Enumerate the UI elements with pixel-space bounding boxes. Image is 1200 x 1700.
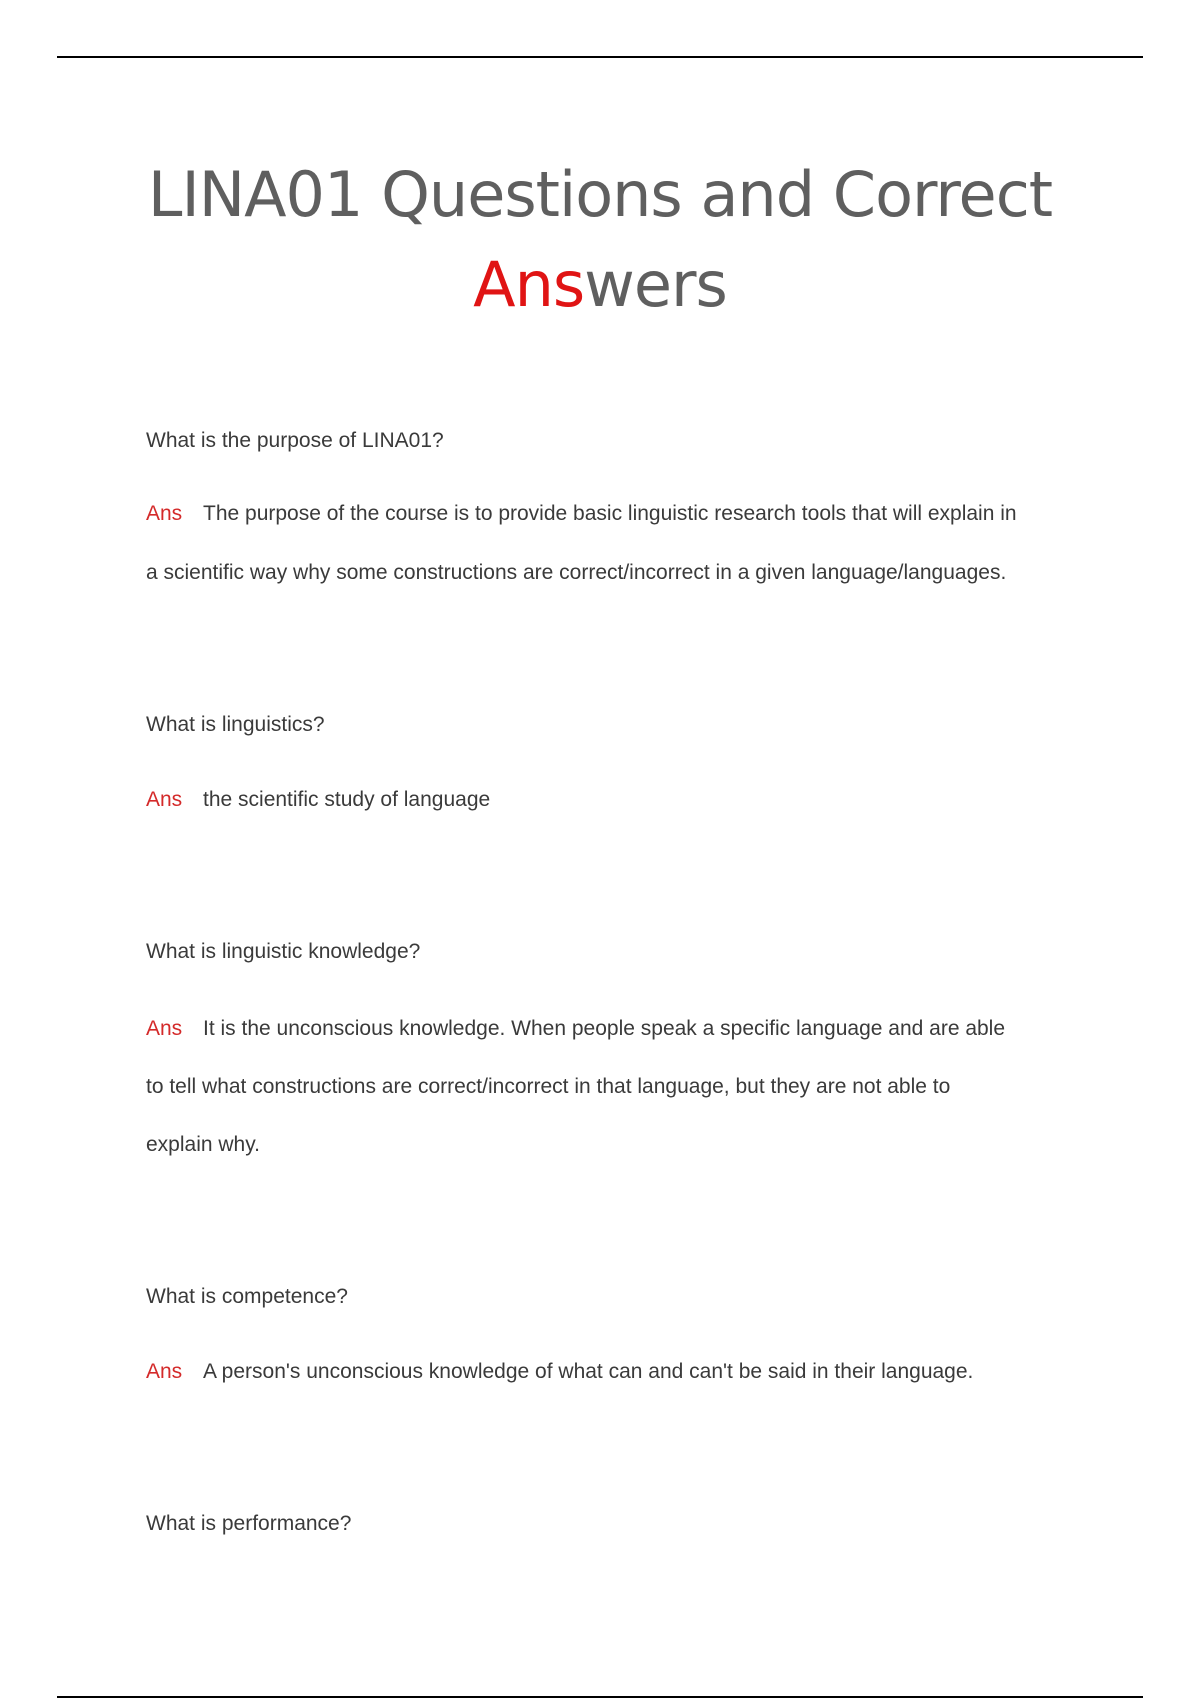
answer-text: The purpose of the course is to provide basic linguistic research tools that will explain in xyxy=(203,502,1017,525)
title-rest: wers xyxy=(584,248,727,321)
title-main: LINA01 Questions and Correct xyxy=(147,158,1053,231)
question-5: What is performance? xyxy=(146,1512,352,1535)
question-4: What is competence? xyxy=(146,1285,348,1308)
answer-label: Ans xyxy=(146,1017,183,1040)
title-accent: Ans xyxy=(473,248,585,321)
bottom-rule xyxy=(57,1696,1143,1698)
answer-1 xyxy=(146,500,1066,602)
question-2: What is linguistics? xyxy=(146,713,325,736)
answer-1-line-2: a scientific way why some constructions are correct/incorrect in a given language/languages. xyxy=(146,561,1007,584)
answer-label: Ans xyxy=(146,502,183,525)
top-rule xyxy=(57,56,1143,58)
answer-label: Ans xyxy=(146,1360,183,1383)
answer-3 xyxy=(146,1000,1066,1174)
document-title xyxy=(57,150,1143,330)
answer-3-line-2: to tell what constructions are correct/incorrect in that language, but they are not able to xyxy=(146,1075,951,1098)
answer-1-line-1 xyxy=(146,484,1066,543)
answer-text: A person's unconscious knowledge of what can and can't be said in their language. xyxy=(203,1360,974,1383)
question-1: What is the purpose of LINA01? xyxy=(146,429,444,452)
answer-4 xyxy=(146,1357,1066,1387)
answer-3-line-3: explain why. xyxy=(146,1133,261,1156)
answer-4-line-1 xyxy=(146,1357,1066,1387)
answer-2 xyxy=(146,785,1066,815)
answer-text: It is the unconscious knowledge. When people speak a specific language and are able xyxy=(203,1017,1006,1040)
answer-text: the scientific study of language xyxy=(203,788,491,811)
answer-label: Ans xyxy=(146,788,183,811)
question-3: What is linguistic knowledge? xyxy=(146,940,421,963)
answer-2-line-1 xyxy=(146,785,1066,815)
answer-3-line-1 xyxy=(146,1000,1066,1058)
